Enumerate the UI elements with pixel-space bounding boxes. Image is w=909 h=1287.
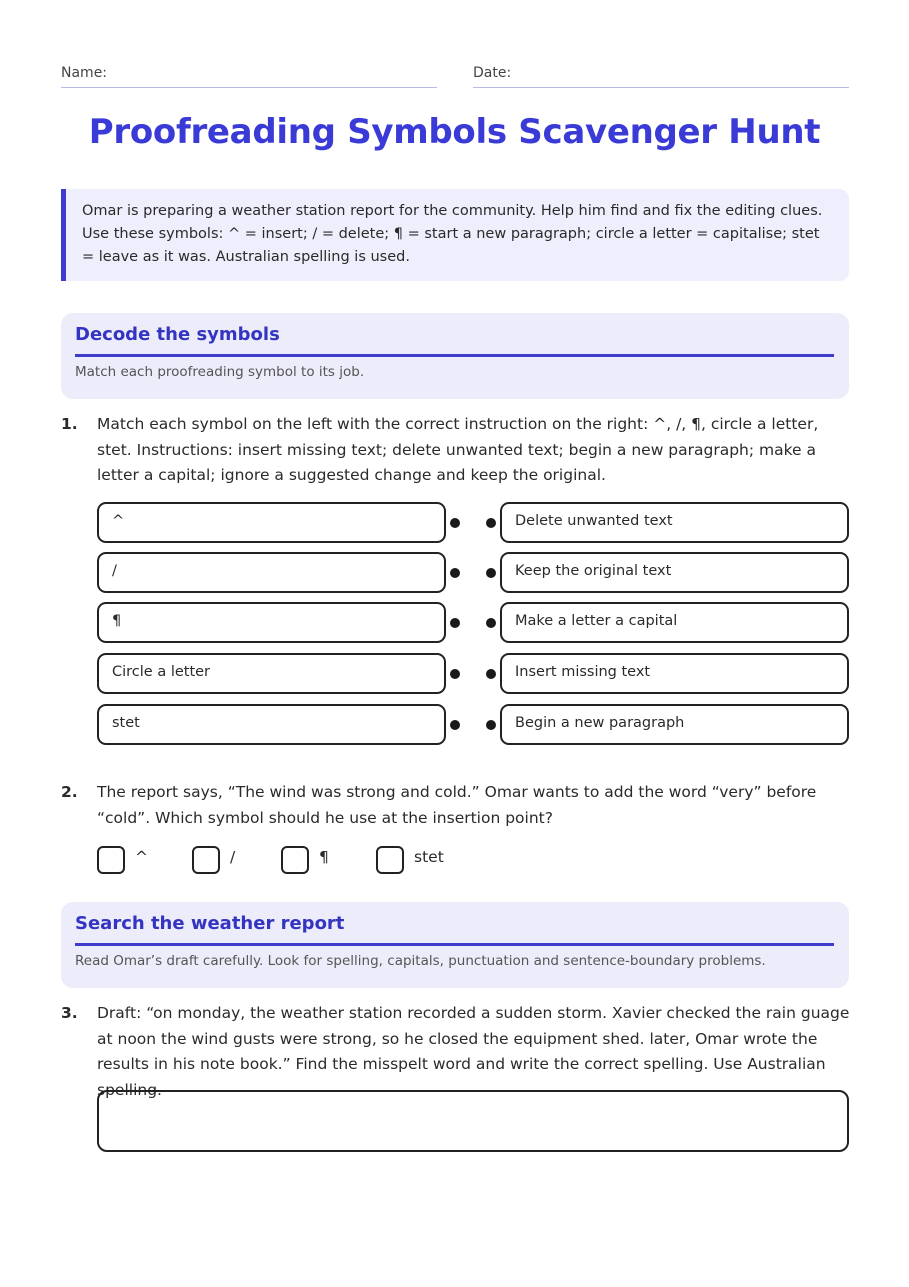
option-checkbox[interactable] (376, 846, 404, 874)
match-right-item: Begin a new paragraph (500, 704, 849, 745)
section-heading: Search the weather report (75, 913, 834, 946)
name-date-row (61, 62, 849, 88)
name-field[interactable] (61, 62, 437, 88)
match-left-item: / (97, 552, 446, 593)
option-label: ^ (135, 848, 148, 866)
match-dot-left[interactable] (450, 720, 460, 730)
match-dot-left[interactable] (450, 669, 460, 679)
question-text: The report says, “The wind was strong and cold.” Omar wants to add the word “very” before “cold”. Which symbol should he use at the insertion point? (97, 783, 817, 827)
option-label: / (230, 848, 236, 866)
section-search-report (61, 902, 849, 988)
match-dot-left[interactable] (450, 568, 460, 578)
match-dot-left[interactable] (450, 518, 460, 528)
match-dot-right[interactable] (486, 618, 496, 628)
question-text: Draft: “on monday, the weather station recorded a sudden storm. Xavier checked the rain guage at noon the wind gusts were strong, so he closed the equipment shed. later, Omar wrote the results in his note book.” Find the misspelt word and write the correct spelling. Use Australian spelling. (97, 1004, 850, 1099)
match-dot-right[interactable] (486, 518, 496, 528)
worksheet-title: Proofreading Symbols Scavenger Hunt (88, 112, 821, 152)
option-checkbox[interactable] (281, 846, 309, 874)
question-number: 2. (61, 783, 78, 801)
question-number: 3. (61, 1004, 78, 1022)
answer-input-box[interactable] (97, 1090, 849, 1152)
match-row (97, 602, 849, 644)
option-checkbox[interactable] (192, 846, 220, 874)
match-row (97, 704, 849, 746)
match-dot-left[interactable] (450, 618, 460, 628)
match-dot-right[interactable] (486, 568, 496, 578)
match-row (97, 502, 849, 544)
section-subtitle: Read Omar’s draft carefully. Look for spelling, capitals, punctuation and sentence-boundary problems. (75, 953, 766, 969)
date-field[interactable] (473, 62, 849, 88)
match-row (97, 552, 849, 594)
answer-options (97, 846, 697, 876)
question-3 (61, 1001, 851, 1099)
match-dot-right[interactable] (486, 720, 496, 730)
question-number: 1. (61, 415, 78, 433)
section-heading: Decode the symbols (75, 324, 834, 357)
match-left-item: ^ (97, 502, 446, 543)
question-2 (61, 780, 851, 834)
match-left-item: Circle a letter (97, 653, 446, 694)
match-dot-right[interactable] (486, 669, 496, 679)
option-label: stet (414, 848, 444, 866)
date-label: Date: (473, 65, 512, 81)
match-right-item: Keep the original text (500, 552, 849, 593)
name-label: Name: (61, 65, 108, 81)
question-1 (61, 412, 851, 492)
match-right-item: Delete unwanted text (500, 502, 849, 543)
match-row (97, 653, 849, 695)
match-left-item: stet (97, 704, 446, 745)
match-right-item: Insert missing text (500, 653, 849, 694)
option-checkbox[interactable] (97, 846, 125, 874)
match-left-item: ¶ (97, 602, 446, 643)
intro-callout: Omar is preparing a weather station report for the community. Help him find and fix the editing clues. Use these symbols: ^ = insert; / = delete; ¶ = start a new paragraph; circle a letter = capitalise; stet = leave as it was. Australian spelling is used. (61, 189, 849, 281)
match-right-item: Make a letter a capital (500, 602, 849, 643)
section-decode-symbols (61, 313, 849, 399)
option-label: ¶ (319, 848, 329, 866)
section-subtitle: Match each proofreading symbol to its job. (75, 364, 365, 380)
question-text: Match each symbol on the left with the correct instruction on the right: ^, /, ¶, circle a letter, stet. Instructions: insert missing text; delete unwanted text; begin a new paragraph; make a letter a capital; ignore a suggested change and keep the original. (97, 415, 819, 484)
